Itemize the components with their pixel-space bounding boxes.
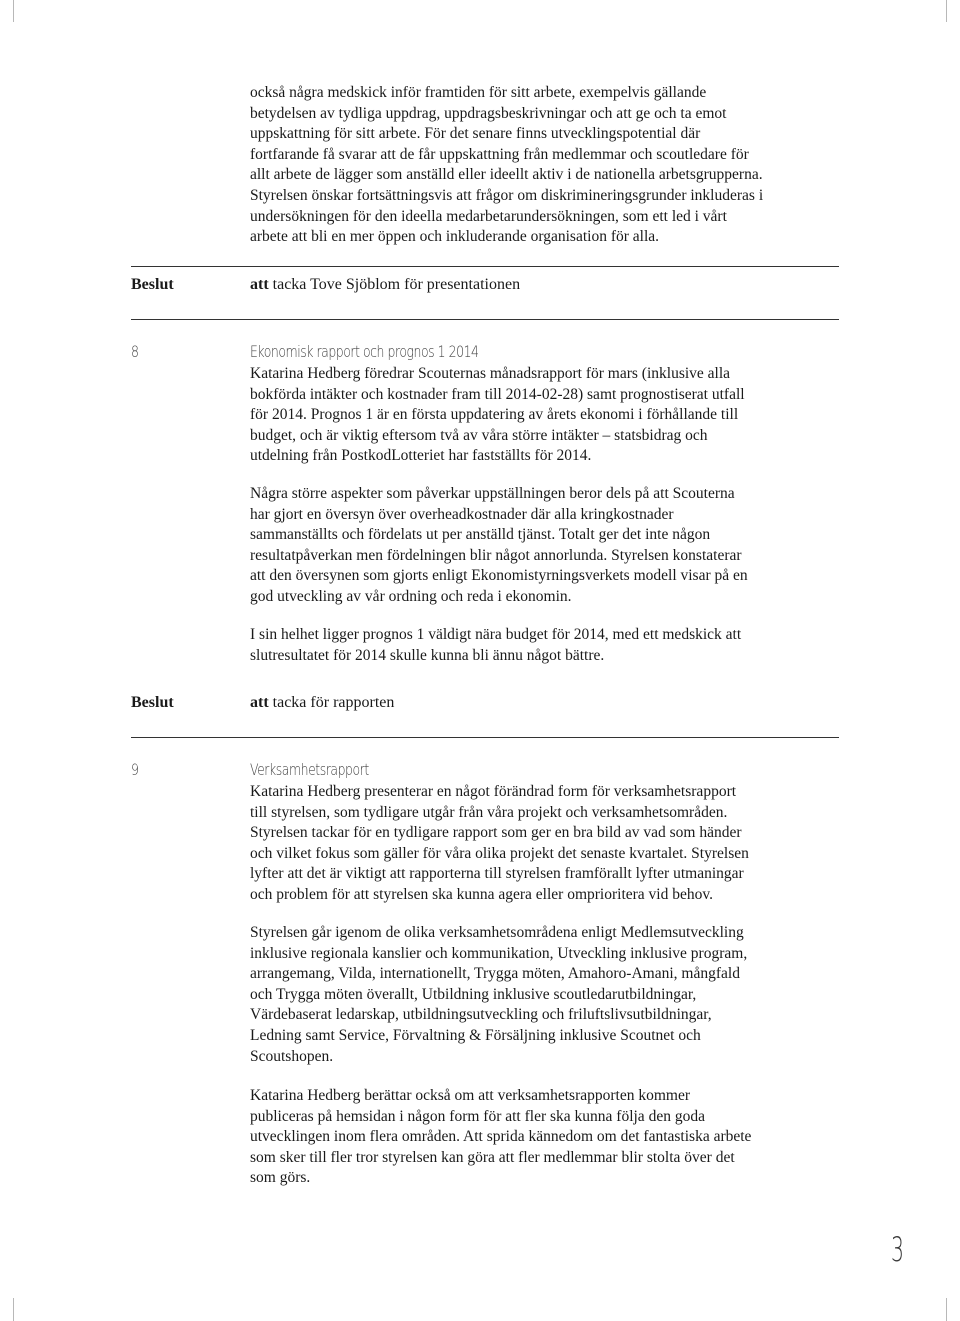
text-line: slutresultatet för 2014 skulle kunna bli ännu något bättre. [250,646,605,664]
decision-att: att [250,694,269,711]
text-line: Ledning samt Service, Förvaltning & Försäljning inklusive Scoutnet och [250,1026,701,1044]
text-line: har gjort en översyn över overheadkostnader där alla kringkostnader [250,505,674,523]
decision-att: att [250,276,269,293]
text-line: arrangemang, Vilda, internationellt, Trygga möten, Amahoro-Amani, mångfald [250,965,740,983]
text-line: budget, och är viktig eftersom två av våra större intäkter – statsbidrag och [250,426,708,444]
text-line: Scoutshopen. [250,1047,334,1065]
decision-body: tacka Tove Sjöblom för presentationen [272,276,521,293]
section-divider [131,737,839,738]
text-line: Katarina Hedberg berättar också om att verksamhetsrapporten kommer [250,1087,691,1104]
text-line: och problem för att styrelsen ska kunna agera eller omprioritera vid behov. [250,885,713,903]
text-line: som görs. [250,1169,311,1187]
text-line: allt arbete de lägger som anställd eller ideellt aktiv i de nationella arbetsgrupperna. [250,166,763,184]
text-line: arbete att bli en mer öppen och inkluderande organisation för alla. [250,228,660,246]
text-line: Några större aspekter som påverkar uppställningen beror dels på att Scouterna [250,485,735,502]
section-divider [131,319,839,320]
text-line: utdelning från PostkodLotteriet har fastställts för 2014. [250,447,592,465]
item9-paragraph-1 [250,782,842,906]
crop-mark-top-right [946,0,947,22]
text-line: resultatpåverkan men fördelningen blir något annorlunda. Styrelsen konstaterar [250,546,742,564]
text-line: undersökningen för den ideella medarbetarundersökningen, som ett led i vårt [250,207,727,225]
text-line: som sker till fler tror styrelsen kan göra att fler medlemmar blir stolta över det [250,1148,735,1166]
decision-label: Beslut [131,276,174,293]
text-line: och Trygga möten överallt, Utbildning inklusive scoutledarutbildningar, [250,985,697,1003]
item9-paragraph-3 [250,1086,842,1189]
page-number: 3 [891,1230,904,1270]
text-line: Styrelsen önskar fortsättningsvis att frågor om diskrimineringsgrunder inkluderas i [250,186,764,204]
text-line: också några medskick inför framtiden för sitt arbete, exempelvis gällande [250,84,707,101]
text-line: utvecklingen inom flera områden. Att sprida kännedom om det fantastiska arbete [250,1128,752,1146]
text-line: fortfarande få svarar att de får uppskattning från medlemmar och scoutledare för [250,145,749,163]
crop-mark-bottom-right [946,1298,947,1321]
text-line: bokförda intäkter och kostnader fram till 2014-02-28) samt prognostiserat utfall [250,385,745,403]
item-title: Verksamhetsrapport [250,760,369,779]
text-line: för 2014. Prognos 1 är en första uppdatering av årets ekonomi i förhållande till [250,406,739,424]
decision-body: tacka för rapporten [272,694,395,711]
item-number: 9 [131,760,139,779]
text-line: till styrelsen, som tydligare utgår från våra projekt och verksamhetsområden. [250,803,728,821]
text-line: Katarina Hedberg föredrar Scouternas månadsrapport för mars (inklusive alla [250,365,731,382]
decision-text [250,694,394,712]
text-line: Katarina Hedberg presenterar en något förändrad form för verksamhetsrapport [250,783,737,800]
text-line: lyfter att det är viktigt att rapporterna till styrelsen framförallt lyfter utmaningar [250,865,744,883]
item9-paragraph-2 [250,923,842,1067]
text-line: I sin helhet ligger prognos 1 väldigt nära budget för 2014, med ett medskick att [250,626,742,643]
intro-paragraph [250,83,842,248]
text-line: sammanställts och fördelats ut per anställd tjänst. Totalt ger det inte någon [250,526,711,544]
crop-mark-top-left [13,0,14,22]
text-line: och vilket fokus som gäller för våra olika projekt det senaste kvartalet. Styrelsen [250,844,749,862]
text-line: Värdebaserat ledarskap, utbildningsutveckling och friluftslivsutbildningar, [250,1006,712,1024]
item8-paragraph-1 [250,364,842,467]
item-number: 8 [131,342,139,361]
text-line: publiceras på hemsidan i någon form för att fler ska kunna följa den goda [250,1107,705,1125]
decision-label: Beslut [131,694,174,711]
text-line: Styrelsen tackar för en tydligare rapport som ger en bra bild av vad som händer [250,824,742,842]
item8-paragraph-3 [250,625,842,666]
item-title: Ekonomisk rapport och prognos 1 2014 [250,342,479,361]
text-line: Styrelsen går igenom de olika verksamhetsområdena enligt Medlemsutveckling [250,924,744,941]
section-divider [131,266,839,267]
text-line: att den översynen som gjorts enligt Ekonomistyrningsverkets modell visar på en [250,567,748,585]
crop-mark-bottom-left [13,1298,14,1321]
text-line: inklusive regionala kanslier och kommunikation, Utveckling inklusive program, [250,944,748,962]
decision-text [250,276,520,294]
item8-paragraph-2 [250,484,842,608]
text-line: uppskattning för sitt arbete. För det senare finns utvecklingspotential där [250,125,701,143]
text-line: betydelsen av tydliga uppdrag, uppdragsbeskrivningar och att ge och ta emot [250,104,727,122]
text-line: god utveckling av vår ordning och reda i ekonomin. [250,587,572,605]
